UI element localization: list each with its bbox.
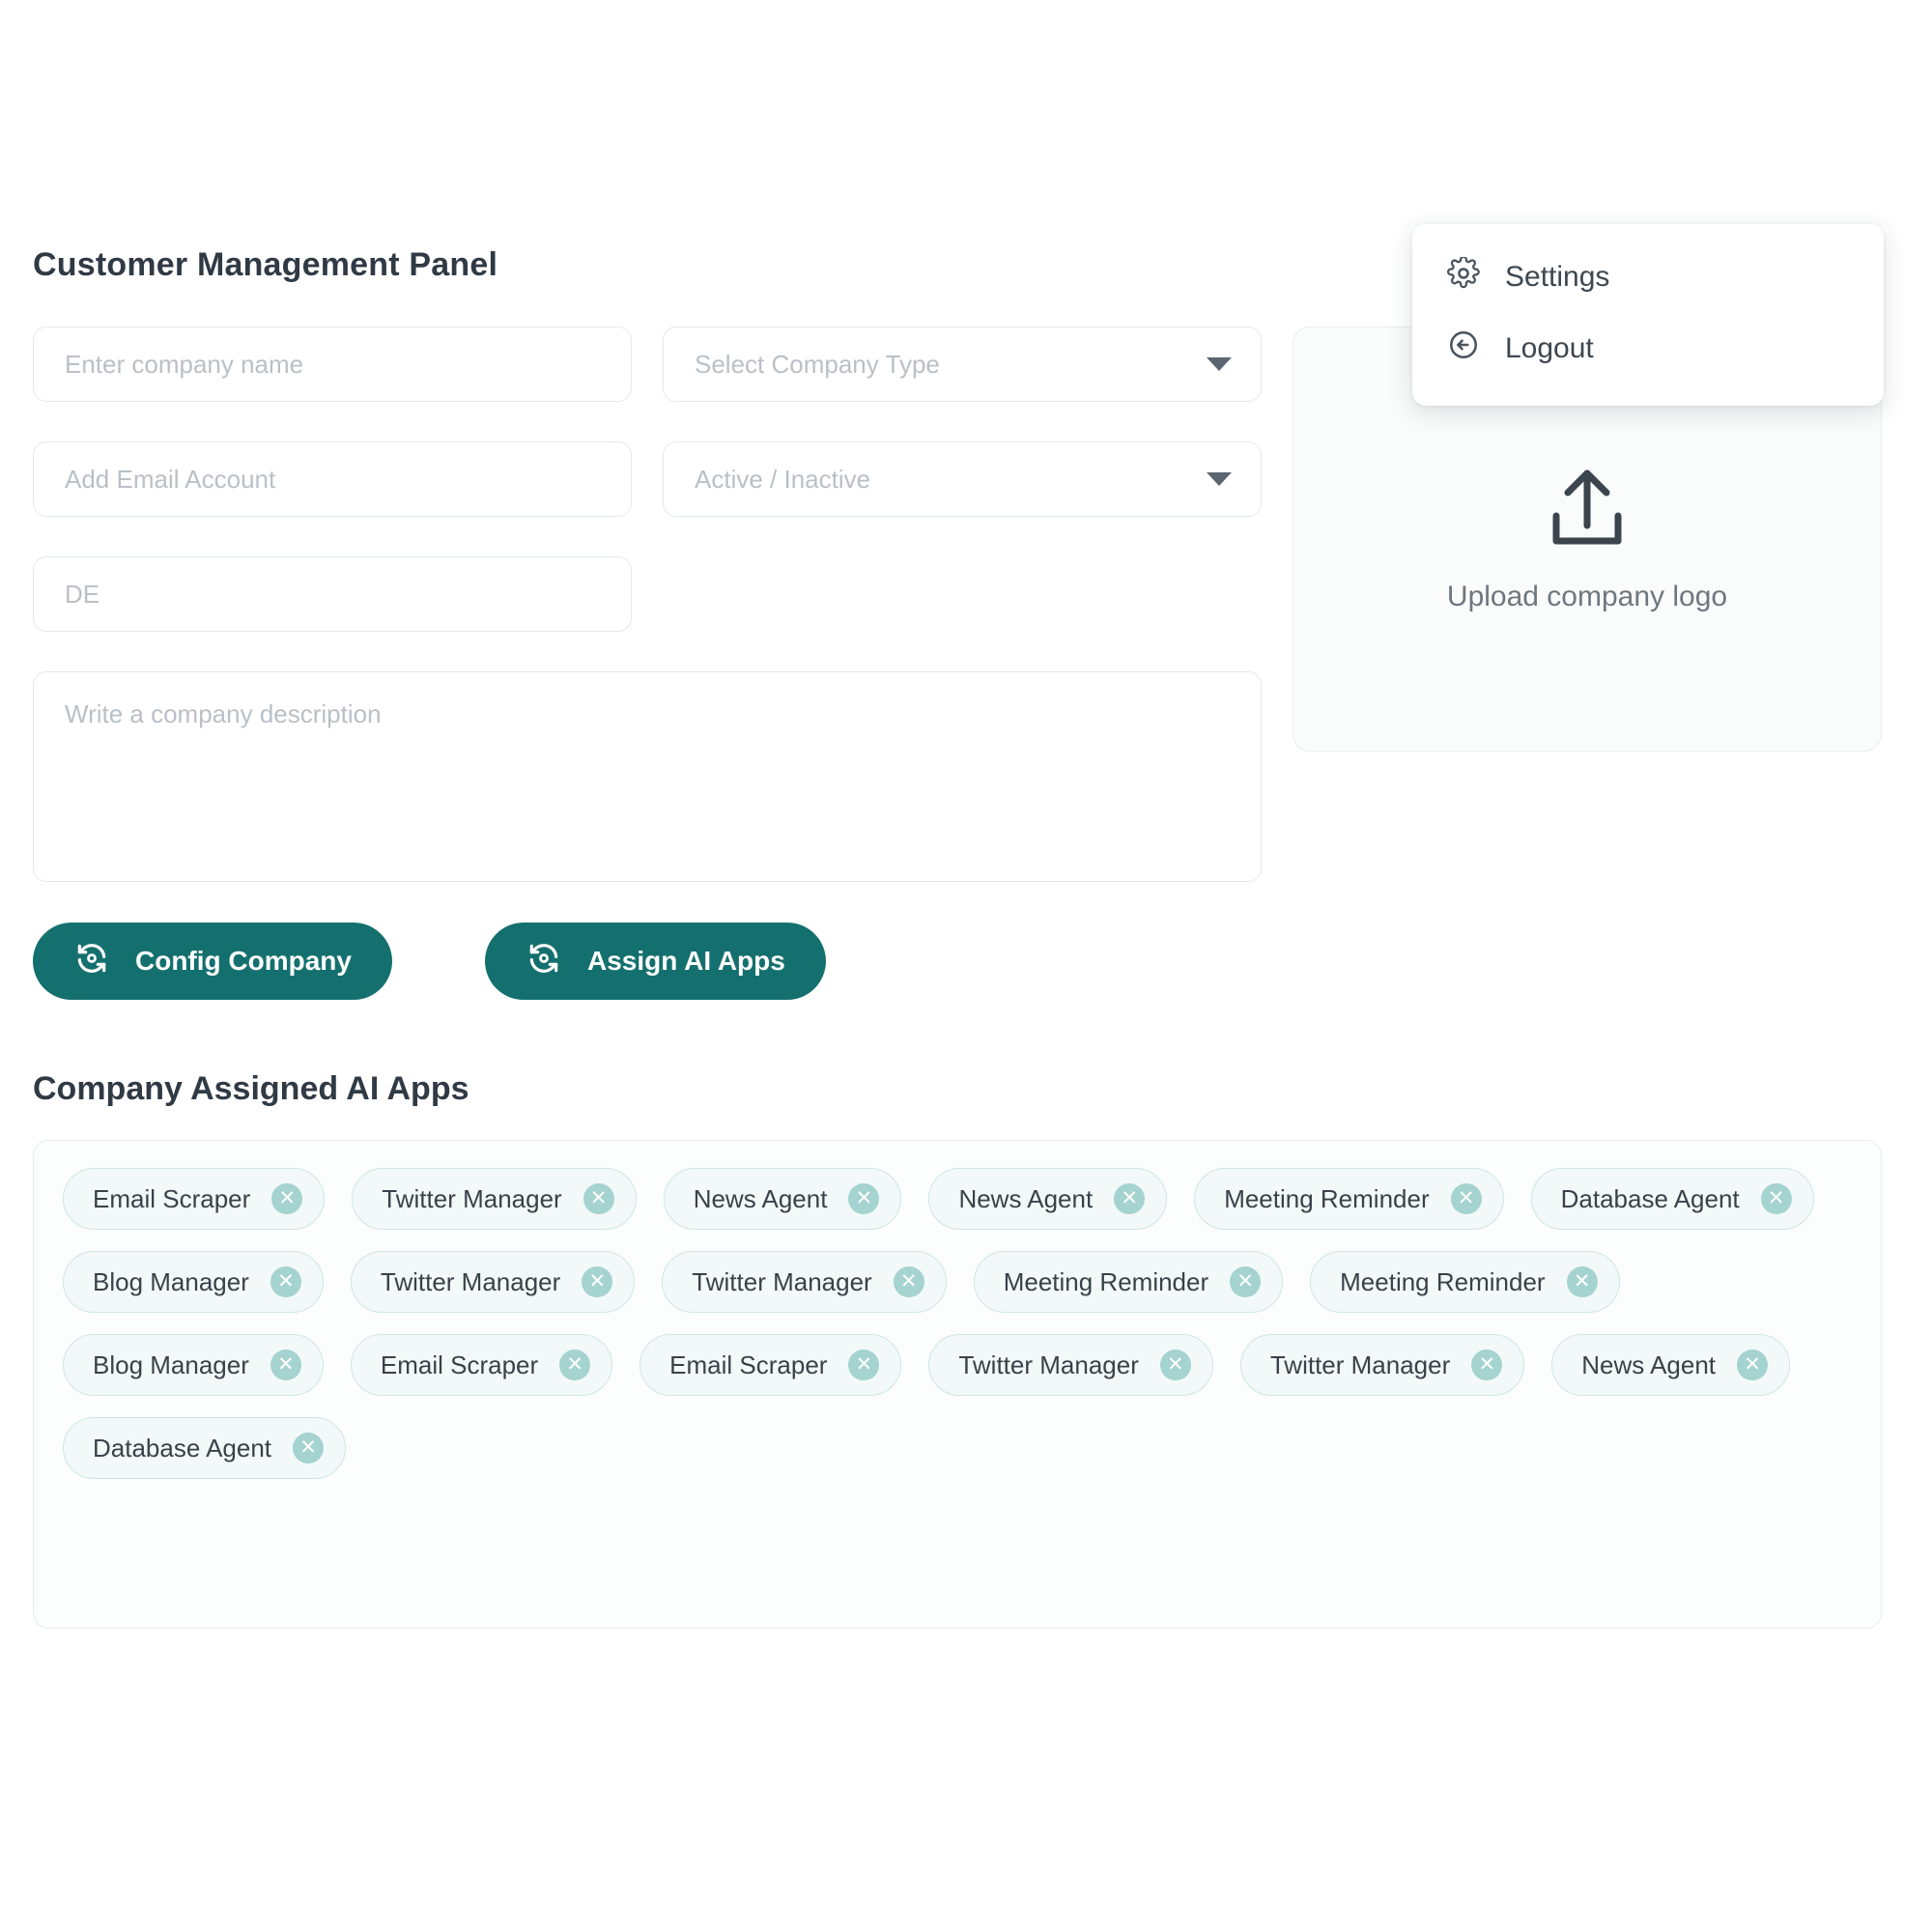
remove-chip-icon[interactable]: ✕ [1567,1266,1598,1297]
assigned-app-chip[interactable] [928,1168,1167,1230]
remove-chip-icon[interactable]: ✕ [270,1350,301,1380]
remove-chip-icon[interactable]: ✕ [559,1350,590,1380]
chevron-down-icon [1207,472,1232,486]
gear-icon [1447,257,1480,298]
upload-logo-label: Upload company logo [1446,580,1728,612]
assigned-app-label: Blog Manager [93,1266,249,1296]
remove-chip-icon[interactable]: ✕ [848,1183,879,1214]
page-title: Customer Management Panel [33,246,498,283]
assigned-app-chip[interactable] [1240,1334,1524,1396]
assigned-app-label: Email Scraper [93,1183,251,1213]
remove-chip-icon[interactable]: ✕ [848,1350,879,1380]
email-account-placeholder: Add Email Account [65,464,276,494]
remove-chip-icon[interactable]: ✕ [293,1433,324,1463]
company-name-input[interactable] [33,327,632,402]
company-description-textarea[interactable] [33,671,1262,882]
remove-chip-icon[interactable]: ✕ [270,1266,301,1297]
assigned-app-label: News Agent [693,1183,828,1213]
assigned-app-label: Email Scraper [380,1350,539,1379]
assigned-apps-container [33,1140,1882,1629]
assigned-app-label: Blog Manager [93,1350,249,1379]
assigned-apps-title: Company Assigned AI Apps [33,1070,469,1107]
assigned-app-chip[interactable] [1194,1168,1503,1230]
assigned-app-label: Twitter Manager [692,1266,872,1296]
country-input[interactable] [33,556,632,632]
assigned-app-chip[interactable] [974,1251,1283,1313]
upload-icon [1543,466,1632,555]
assigned-app-chip[interactable] [63,1334,324,1396]
assigned-app-label: News Agent [1581,1350,1717,1379]
config-company-label: Config Company [135,946,352,976]
assigned-app-chip[interactable] [63,1251,324,1313]
menu-item-settings[interactable] [1412,242,1884,313]
assign-ai-apps-button[interactable] [485,923,826,1000]
assigned-app-label: Meeting Reminder [1003,1266,1209,1296]
remove-chip-icon[interactable]: ✕ [1114,1183,1145,1214]
remove-chip-icon[interactable]: ✕ [1451,1183,1482,1214]
config-company-button[interactable] [33,923,392,1000]
assigned-app-chip[interactable] [1531,1168,1814,1230]
company-name-placeholder: Enter company name [65,349,304,379]
menu-item-logout-label: Logout [1505,332,1594,364]
email-account-input[interactable] [33,441,632,517]
company-description-placeholder: Write a company description [65,699,382,728]
assigned-app-label: Twitter Manager [380,1266,561,1296]
account-menu [1412,224,1884,406]
remove-chip-icon[interactable]: ✕ [1160,1350,1191,1380]
menu-item-settings-label: Settings [1505,261,1610,293]
assigned-app-label: Database Agent [1560,1183,1740,1213]
assigned-app-chip[interactable] [1310,1251,1619,1313]
assigned-app-label: Email Scraper [669,1350,828,1379]
assigned-app-chip[interactable] [664,1168,902,1230]
menu-item-logout[interactable] [1412,313,1884,384]
remove-chip-icon[interactable]: ✕ [582,1266,612,1297]
assigned-app-chip[interactable] [928,1334,1212,1396]
assigned-app-chip[interactable] [351,1334,612,1396]
remove-chip-icon[interactable]: ✕ [1471,1350,1502,1380]
assigned-app-label: Twitter Manager [382,1183,562,1213]
assigned-app-chip[interactable] [1551,1334,1790,1396]
company-type-value: Select Company Type [695,349,940,379]
assigned-app-label: Meeting Reminder [1340,1266,1546,1296]
assigned-app-chip[interactable] [662,1251,946,1313]
logout-icon [1447,328,1480,369]
remove-chip-icon[interactable]: ✕ [1761,1183,1792,1214]
assigned-app-chip[interactable] [352,1168,636,1230]
status-value: Active / Inactive [695,464,871,494]
refresh-icon [526,940,562,983]
assigned-app-label: Meeting Reminder [1224,1183,1430,1213]
remove-chip-icon[interactable]: ✕ [894,1266,924,1297]
assign-ai-apps-label: Assign AI Apps [587,946,785,976]
assigned-app-label: Twitter Manager [958,1350,1139,1379]
remove-chip-icon[interactable]: ✕ [1230,1266,1261,1297]
chevron-down-icon [1207,357,1232,371]
assigned-app-label: Twitter Manager [1269,1350,1451,1379]
refresh-icon [73,940,110,983]
country-placeholder: DE [65,579,100,609]
remove-chip-icon[interactable]: ✕ [1737,1350,1768,1380]
status-select[interactable] [663,441,1262,517]
assigned-app-chip[interactable] [63,1168,325,1230]
remove-chip-icon[interactable]: ✕ [583,1183,614,1214]
assigned-app-chip[interactable] [351,1251,635,1313]
remove-chip-icon[interactable]: ✕ [271,1183,302,1214]
assigned-app-label: News Agent [958,1183,1094,1213]
company-type-select[interactable] [663,327,1262,402]
assigned-app-chip[interactable] [639,1334,901,1396]
assigned-app-chip[interactable] [63,1417,346,1479]
assigned-app-label: Database Agent [93,1433,272,1463]
